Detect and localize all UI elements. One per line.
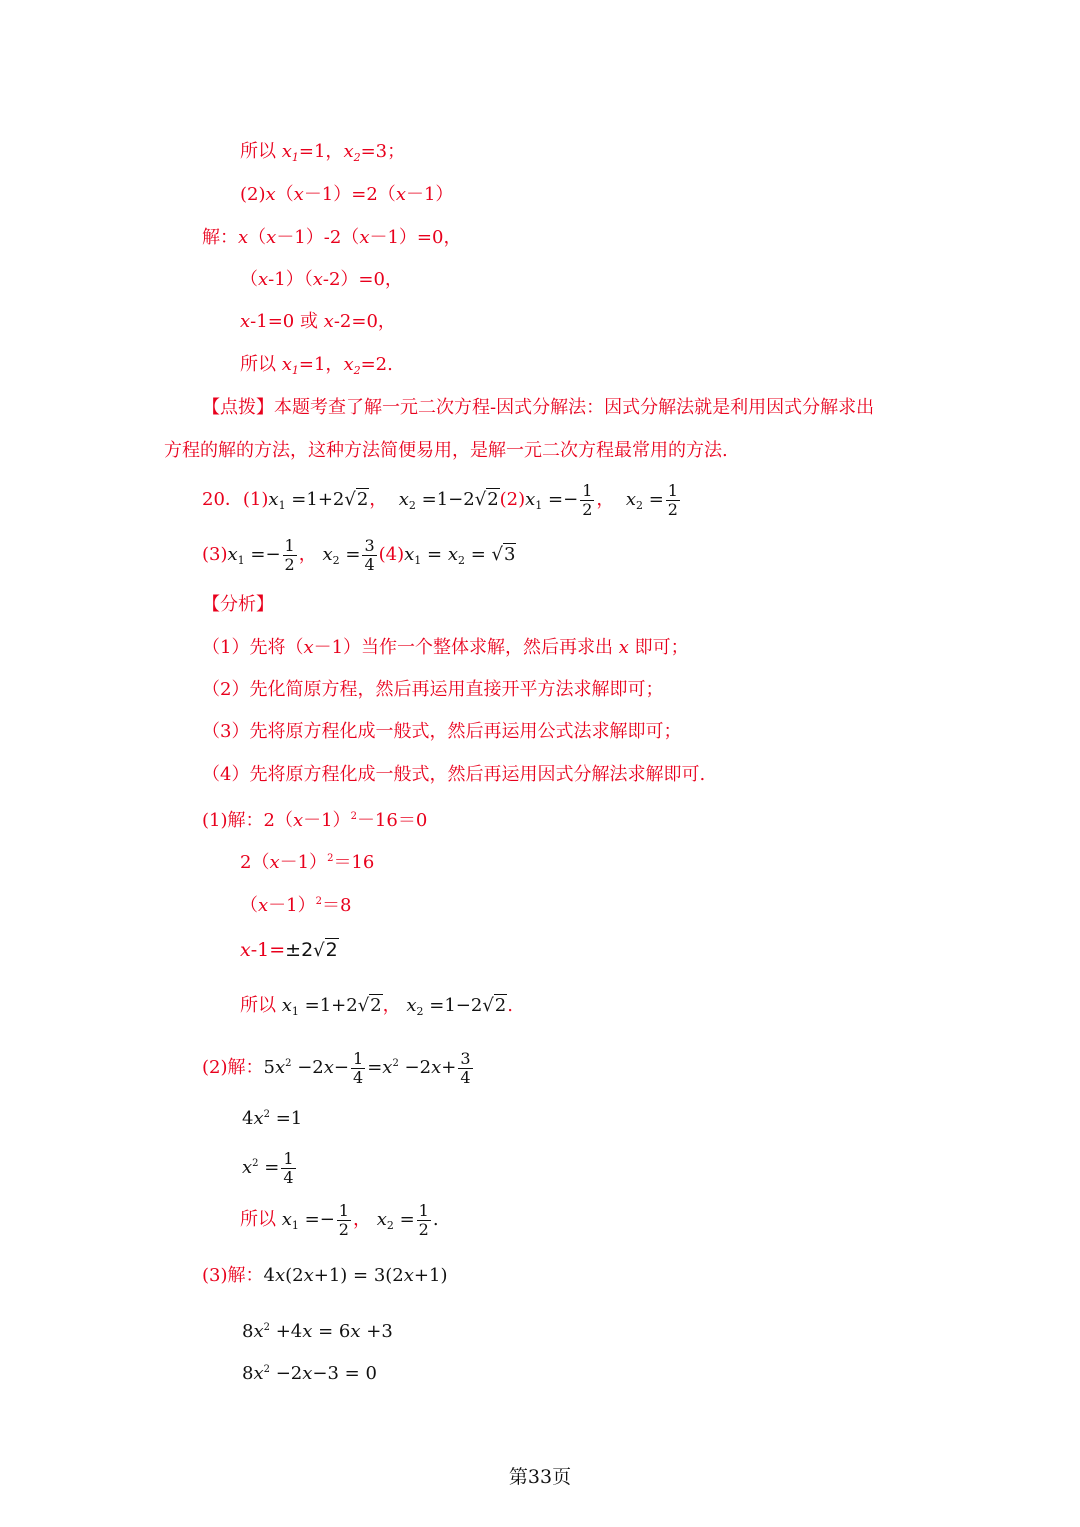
analysis-4: （4）先将原方程化成一般式，然后再运用因式分解法求解即可. bbox=[202, 764, 706, 785]
solution-1-line-2: $2(x-1)^2=16$ bbox=[240, 852, 375, 873]
analysis-1: （1）先将（x－1）当作一个整体求解，然后再求出 x 即可； bbox=[202, 637, 689, 658]
line-1: 所以 $x_1=1$，$x_2=3$； bbox=[240, 141, 406, 164]
analysis-2: （2）先化简原方程，然后再运用直接开平方法求解即可； bbox=[202, 679, 664, 700]
solution-2-line-2: $4x^2 =1$ bbox=[242, 1108, 303, 1129]
solution-3-line-3: $8x^2 -2x-3 = 0$ bbox=[242, 1363, 377, 1384]
solution-1-line-4: x-1=±2√2 bbox=[240, 939, 338, 961]
solution-1-line-5: 所以 $x_1 =1+2√2$， $x_2 =1-2√2$. bbox=[240, 995, 513, 1018]
solution-1-line-1: (1)解：$2(x-1)^2-16=0$ bbox=[202, 810, 428, 831]
solution-1-line-3: $(x-1)^2=8$ bbox=[240, 895, 352, 916]
tip-text-a: 本题考查了解一元二次方程-因式分解法：因式分解法就是利用因式分解求出 bbox=[274, 397, 875, 418]
solution-3-line-2: $8x^2 +4x = 6x +3$ bbox=[242, 1321, 393, 1342]
line-6: 所以 $x_1=1$，$x_2=2$. bbox=[240, 354, 393, 377]
solution-2-line-1: (2)解：$5x^2 -2x-$ $\frac{1}{4}$ $=x^2 -2x+$ $\frac{3}{4}$ bbox=[202, 1048, 471, 1087]
line-2: (2)x（x－1）=2（x－1） bbox=[240, 184, 454, 205]
tip-text-b: 方程的解的方法，这种方法简便易用，是解一元二次方程最常用的方法. bbox=[164, 440, 728, 461]
tip-label: 【点拨】 bbox=[202, 397, 274, 418]
line-5: x-1=0 或 x-2=0， bbox=[240, 311, 396, 332]
solution-2-line-4: 所以 $x_1$ =− $\frac{1}{2}$ ， $x_2$ = $\frac{1}{2}$ . bbox=[240, 1200, 439, 1239]
tip-line-1 bbox=[202, 396, 874, 420]
page-number: 第33页 bbox=[508, 1466, 572, 1488]
q20-answer-line-1: 20．$(1)x_1 =1+2√2$， $x_2 =1-2√2(2)x_1$ =− $\frac{1}{2}$ ， $x_2$ = $\frac{1}{2}$ bbox=[202, 480, 678, 519]
q20-answer-line-2: $(3)x_1$ =− $\frac{1}{2}$ ， $x_2$ = $\frac{3}{4}$ $(4)x_1 = x_2 = √3$ bbox=[202, 535, 516, 574]
analysis-label: 【分析】 bbox=[202, 594, 274, 615]
analysis-3: （3）先将原方程化成一般式，然后再运用公式法求解即可； bbox=[202, 721, 682, 742]
line-3: 解：x（x－1）-2（x－1）=0， bbox=[202, 227, 462, 248]
solution-2-line-3: $x^2$ = $\frac{1}{4}$ bbox=[242, 1148, 294, 1187]
solution-3-line-1: (3)解：4x(2x+1) = 3(2x+1) bbox=[202, 1265, 448, 1286]
tip-line-2 bbox=[164, 439, 728, 463]
line-4: （x-1）（x-2）=0， bbox=[240, 269, 403, 290]
